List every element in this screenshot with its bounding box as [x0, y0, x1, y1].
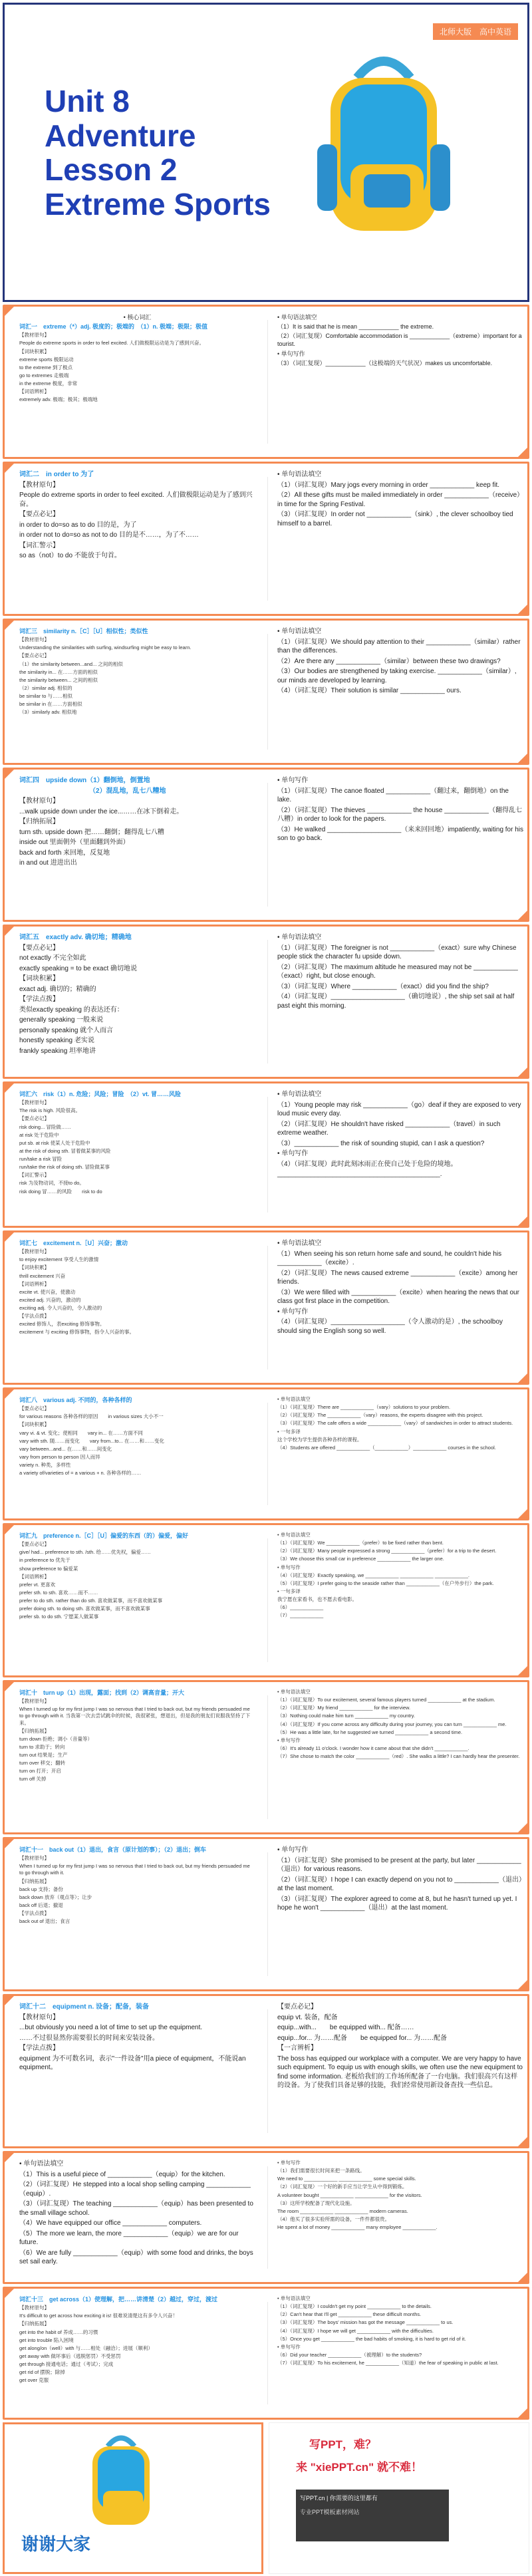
note: 【学法点拨】	[19, 996, 59, 1003]
exercise: （3）Nothing could make him turn ____________ my country.	[277, 1713, 416, 1719]
note: （3）similarly adv. 相似地	[19, 709, 77, 716]
slide-5-left	[19, 776, 255, 913]
note: 【词汇警示】	[19, 1172, 49, 1179]
note: 【要点必记】	[19, 1405, 49, 1412]
title-line: Lesson 2	[45, 152, 178, 188]
note: show preference to 偏爱某	[19, 1565, 78, 1572]
exercise-heading: • 单句写作	[277, 1150, 309, 1157]
exercise: （5）（词汇复现）I prefer going to the seaside rather than ____________（在户外步行）the park.	[277, 1580, 494, 1586]
slide-7	[3, 1081, 529, 1228]
note: in preference to 优先于	[19, 1557, 70, 1564]
exercise: （3）（词汇复现）The cafe offers a wide ____________（vary）of sandwiches in order to attract students.	[277, 1420, 513, 1427]
slide-15-left	[19, 2295, 255, 2411]
note: 【归纳拓展】	[19, 818, 59, 825]
slide-8	[3, 1230, 529, 1385]
slide-5-right	[277, 776, 523, 913]
note: thrill excitement 兴奋	[19, 1272, 66, 1279]
exercise-heading: • 单句语法填空	[277, 1689, 311, 1695]
exercise: （4）（词汇复现）If you come across any difficulty during your journey, you can turn ____________ me.	[277, 1721, 507, 1727]
note: equipment 为不可数名词，表示"一件设备"用a piece of equipment，不能说an equipment。	[19, 2055, 246, 2071]
note: exciting adj. 令人兴奋的，令人激动的	[19, 1305, 102, 1312]
vocab-title: 词汇六 risk（1）n. 危险；风险；冒险 （2）vt. 冒……风险	[19, 1091, 182, 1097]
exercise: He spent a lot of money ____________ many employee ____________.	[277, 2224, 438, 2230]
slide-6-right	[277, 933, 523, 1070]
exercise-heading: • 单句语法填空	[277, 628, 322, 635]
slide-6-left	[19, 933, 255, 1070]
slide-3-left	[19, 470, 255, 607]
exercise: （1）（词汇复现）I couldn't get my point ____________ to the details.	[277, 2303, 432, 2310]
slide-end-thanks	[3, 2422, 263, 2574]
note: so as（not）to do 不能放于句首。	[19, 552, 121, 559]
exercise: （3）____________ the risk of sounding stupid, can I ask a question?	[277, 1139, 485, 1147]
note: 【教材原句】	[19, 797, 59, 805]
exercise-heading: • 单句语法填空	[277, 314, 317, 321]
vocab-title: 词汇十一 back out（1）退出，食言（原计划的事）；（2）退出；倒车	[19, 1846, 207, 1853]
slide-3-right	[277, 470, 523, 607]
exercise: （2）（词汇复现）The ____________（vary）reasons, the experts disagree with this project.	[277, 1412, 483, 1419]
note: exactly speaking = to be exact 确切地说	[19, 964, 138, 972]
exercise: （2）（词汇复现）The news caused extreme ____________（excite）among her friends.	[277, 1269, 518, 1286]
vocab-title: 词汇十三 get across（1）使理解，把……讲清楚（2）越过，穿过，渡过	[19, 2296, 218, 2303]
note: ...but obviously you need a lot of time to set up the equipment.	[19, 2024, 203, 2031]
note: Understanding the similarities with surfing, windsurfing might be easy to learn.	[19, 644, 192, 651]
note: 【要点必记】	[19, 652, 49, 659]
note: excitement 与 exciting 修饰事物，指令人兴奋的事。	[19, 1329, 134, 1336]
exercise: We need to ____________ ____________ some special skills.	[277, 2176, 416, 2182]
exercise: （2）（词汇复现）The maximum altitude he measured may not be ____________（exact）right, but close enough.	[277, 963, 518, 980]
ad-title: 写PPT，难？	[309, 2438, 377, 2451]
note: 【教材原句】	[19, 2305, 49, 2311]
note-heading: 【要点必记】	[277, 2003, 317, 2011]
exercise: （3）（词汇复现）In order not ____________（sink）, the clever schoolboy tied himself to a barrel.	[277, 511, 513, 527]
note: 【词块积累】	[19, 1421, 49, 1428]
note: extreme sports 极限运动	[19, 356, 74, 362]
slide-8-left	[19, 1239, 255, 1376]
note: a variety of/varieties of = a various + n. 各种各样的……	[19, 1470, 142, 1477]
note: When I turned up for my first jump I was so nervous that I tried to back out, but my friends persuaded me to go through with it.	[19, 1863, 250, 1876]
note: 【教材原句】	[19, 1855, 49, 1862]
exercise: （7）She chose to match the color ____________（red）. She walks a little? I can hardly hear the presenter.	[277, 1753, 520, 1759]
note: 【词汇警示】	[19, 541, 59, 549]
vocab-title: 词汇二 in order to 为了	[19, 471, 94, 478]
note: get rid of 摆脱；除掉	[19, 2369, 65, 2376]
slide-4-left	[19, 627, 255, 756]
exercise: （3）We were filled with ____________（excite）when hearing the news that our class got first place in the competition.	[277, 1288, 519, 1305]
ad-box-line: 写PPT.cn | 你需要的这里都有	[300, 2495, 378, 2502]
vocab-title: 词汇七 excitement n.［U］兴奋；激动	[19, 1240, 128, 1246]
slide-8-right	[277, 1239, 523, 1376]
exercise-heading: • 单句语法填空	[277, 1091, 322, 1098]
exercise-heading: • 单句写作	[277, 1737, 301, 1743]
slide-7-right	[277, 1090, 523, 1219]
note: at risk 处于危险中	[19, 1131, 59, 1138]
note: 类似exactly speaking 的表达还有：	[19, 1006, 124, 1014]
thanks-text: 谢谢大家	[21, 2534, 91, 2554]
slide-15	[3, 2287, 529, 2420]
exercise-heading: • 单句语法填空	[277, 934, 322, 941]
exercise: （1）（词汇复现）The foreigner is not ____________（exact）sure why Chinese people stick the character fu upside down.	[277, 944, 517, 960]
exercise: （2）（词汇复现）He shouldn't have risked ____________（travel）in such extreme weather.	[277, 1120, 501, 1137]
note: turn on 打开；开启	[19, 1768, 61, 1775]
ad-sub-suffix: 就不难！	[376, 2461, 422, 2474]
exercise-heading: • 单句语法填空	[277, 1532, 311, 1538]
note: 【词语辨析】	[19, 388, 49, 395]
note: in and out 进进出出	[19, 859, 77, 867]
note: excited 修饰人，表exciting 修饰事物。	[19, 1321, 105, 1328]
note: turn over 移交；翻转	[19, 1760, 66, 1767]
note: 【教材原句】	[19, 481, 59, 489]
exercise-heading: • 单句语法填空	[277, 471, 322, 478]
exercise-heading: • 单句写作	[277, 350, 305, 357]
note: 【归纳拓展】	[19, 1727, 49, 1734]
slide-9	[3, 1387, 529, 1520]
note: 【要点必记】	[19, 511, 59, 518]
exercise: A volunteer bought ____________ ____________ for the visitors.	[277, 2192, 422, 2198]
note: 【词块积累】	[19, 1264, 49, 1271]
title-line: Adventure	[45, 118, 196, 153]
note: turn sth. upside down 把……翻倒；翻得乱七八糟	[19, 828, 164, 836]
exercise: （4）（词汇复现）I hope we will get ____________ with the difficulties.	[277, 2327, 434, 2334]
title-line: Unit 8	[45, 84, 130, 118]
vocab-title: 词汇四 upside down（1）翻倒地，倒置地	[19, 777, 150, 784]
vocab-title: 词汇十 turn up（1）出现，露面；找到（2）调高音量；开大	[19, 1689, 185, 1696]
exercise: （2）（词汇复现）The thieves ____________ the house ____________（翻得乱七八糟）in order to look for the papers.	[277, 806, 522, 823]
note: 【词块积累】	[19, 975, 59, 982]
note: in the extreme 极度，非常	[19, 380, 78, 387]
exercise-heading: • 单句写作	[277, 2343, 301, 2350]
exercise: （4）（词汇复现）Exactly speaking, we ____________ ____________ ____________.	[277, 1572, 469, 1578]
exercise: （3）We choose this small car in preference ____________ the larger one.	[277, 1556, 444, 1562]
note: give/ had... preference to sth. /sth. 给……优先权，偏爱……	[19, 1549, 151, 1556]
note: 【词块积累】	[19, 348, 49, 355]
exercise: （2）Are there any ____________（similar）between these two drawings?	[277, 657, 501, 665]
slide-2	[3, 305, 529, 459]
note: not exactly 不完全如此	[19, 954, 86, 962]
note: run/take a risk 冒险	[19, 1156, 63, 1163]
exercise: （5）Once you get ____________ the bad habits of smoking, it is hard to get rid of it.	[277, 2335, 466, 2342]
note: go to extremes 走极端	[19, 372, 69, 378]
note: to the extreme 到了极点	[19, 364, 73, 370]
note: equip...with... be equipped with... 配备……	[277, 2024, 414, 2031]
heading: • 核心词汇	[123, 314, 152, 321]
ad-screenshot	[296, 2490, 449, 2541]
exercise: （6）Did your teacher ____________（被理解）to the students?	[277, 2351, 422, 2358]
exercise: （2）All these gifts must be mailed immediately in order ____________（receive）in time for the Spring Festival.	[277, 492, 521, 508]
note: ...walk upside down under the ice...……在冰下倒着走。	[19, 807, 184, 815]
exercise-heading: • 单句语法填空	[277, 1240, 322, 1247]
note: get into trouble 陷入困境	[19, 2337, 74, 2343]
note: It's difficult to get across how exciting it is! 很难说清楚这有多令人兴奋！	[19, 2313, 178, 2319]
exercise: （1）（词汇复现）To our excitement, several famous players turned ____________ at the stadium.	[277, 1697, 495, 1703]
note: The boss has equipped our workplace with a computer. We are very happy to have such equipment. To equip us with enough skills, we often use the new equipment to find some information. 老板给我们的工作场所配备了一台电脑。我们很高兴有这样的设备。为了使我们具备足够的技能，我们经常使用新设备查找一些信息。	[277, 2055, 523, 2089]
note: the similarity between... 之间的相似	[19, 676, 98, 683]
exercise: （4）他买了很多实验所需的设备，一件件都很贵。	[277, 2216, 390, 2222]
exercise: （1）When seeing his son return home safe and sound, he couldn't hide his ____________（excite）.	[277, 1250, 502, 1266]
note: back out of 退出；食言	[19, 1918, 70, 1925]
exercise-heading: • 单句写作	[277, 2160, 301, 2166]
slide-2-right	[277, 313, 523, 450]
note: equip vt. 装备，配备	[277, 2013, 338, 2021]
note: risk doing... 冒险做……	[19, 1123, 71, 1130]
note: prefer sth. to sth. 喜欢……而不……	[19, 1589, 98, 1596]
note-heading: 【一言辨析】	[277, 2045, 317, 2052]
note: at the risk of doing sth. 冒着做某事的风险	[19, 1147, 111, 1154]
note: prefer to do sth. rather than do sth. 喜欢做某事，而不喜欢做某事	[19, 1598, 163, 1604]
note: be similar in 在……方面相似	[19, 701, 82, 708]
note: 【归纳拓展】	[19, 2321, 49, 2327]
note: honestly speaking 老实说	[19, 1037, 94, 1044]
cover-title	[45, 84, 271, 221]
exercise: （2）（词汇复现）Comfortable accommodation is ____________（extreme）important for a tourist.	[277, 333, 522, 348]
backpack-illustration	[304, 45, 464, 244]
note: vary between...and... 在……和……间变化	[19, 1445, 112, 1452]
note: excited adj. 兴奋的，激动的	[19, 1296, 81, 1303]
note: 【教材原句】	[19, 332, 49, 339]
note: back and forth 来回地，反复地	[19, 849, 110, 857]
note: 【要点必记】	[19, 1541, 49, 1548]
exercise-heading: • 单句语法填空	[277, 1396, 311, 1402]
exercise: （2）（词汇复现）My friend ____________ for the interview.	[277, 1705, 411, 1711]
note: back down 放弃（观点等）；让步	[19, 1894, 92, 1900]
exercise: （2）Can't hear that I'll get ____________ these difficult months.	[277, 2311, 422, 2318]
exercise: （1）我们需要很长时间来把一条路线。	[277, 2168, 365, 2174]
note: back up 支持；备份	[19, 1886, 63, 1892]
note: turn off 关掉	[19, 1776, 47, 1783]
slide-15-right	[277, 2295, 523, 2411]
slide-11-left	[19, 1689, 255, 1826]
exercise: （2）（词汇复现）He stepped into a local shop selling camping ____________（equip）.	[19, 2181, 251, 2198]
note: the similarity in... 在……方面的相似	[19, 668, 98, 675]
exercise: （7）____________	[277, 1612, 324, 1619]
note: get away with 做坏事后（逃脱惩罚）不受惩罚	[19, 2353, 121, 2359]
note: 【要点必记】	[19, 1115, 49, 1122]
exercise: （4）（词汇复现）此时此刻冰雨正在使自己处于危险的境地。	[277, 1160, 458, 1168]
slide-9-left	[19, 1396, 255, 1512]
slide-12	[3, 1837, 529, 1991]
exercise: （3）（词汇复现）The boys' mission has got the message ____________ to us.	[277, 2319, 454, 2326]
slide-13	[3, 1994, 529, 2148]
exercise-heading: • 单句写作	[277, 1564, 301, 1570]
note: turn down 拒绝；调小（音量等）	[19, 1735, 93, 1742]
note: prefer vt. 更喜欢	[19, 1581, 56, 1588]
note: exact adj. 确切的；精确的	[19, 985, 96, 993]
note: turn to 求助于；转向	[19, 1743, 65, 1750]
note: When I turned up for my first jump I was so nervous that I tried to back out, but my friends persuaded me to go through with it. 当我第一次去尝试跳伞的时候，我很紧张，想退出，但是我的朋友们说服我坚持了下来。	[19, 1706, 251, 1726]
note: extremely adv. 极端；极其；极端地	[19, 396, 98, 403]
exercise: （3）（词汇复现）The explorer agreed to come at 8, but he hasn't turned up yet. I hope he won't ____________（退出）at the last moment.	[277, 1895, 517, 1912]
slide-3	[3, 462, 529, 616]
note: The risk is high. 风险很高。	[19, 1107, 81, 1114]
exercise: （4）Students are offered ____________（____________）____________ courses in the school.	[277, 1444, 496, 1451]
exercise: （1）This is a useful piece of ____________（equip）for the kitchen.	[19, 2170, 225, 2178]
exercise-heading: • 一句多译	[277, 1428, 301, 1435]
slide-end-ad	[269, 2422, 529, 2574]
note: People do extreme sports in order to feel excited. 人们做极限运动是为了感到兴奋。	[19, 492, 253, 508]
note: for various reasons 各种各样的原因 in various sizes 大小不一	[19, 1413, 164, 1420]
slide-10-left	[19, 1532, 255, 1669]
ad-box-line: 专业PPT模板素材网站	[300, 2509, 360, 2515]
slide-11-right	[277, 1689, 523, 1826]
note: ……不过很显然你需要很长的时间来安装设备。	[19, 2034, 159, 2042]
title-line: Extreme Sports	[45, 186, 271, 221]
note: 【词语辨析】	[19, 1573, 49, 1580]
note: vary from person to person 因人而异	[19, 1453, 100, 1460]
vocab-title: 词汇九 preference n.［C］［U］偏爱的东西（的）偏爱，偏好	[19, 1532, 189, 1539]
exercise-heading: • 单句写作	[277, 777, 309, 784]
exercise: （6）We are fully ____________（equip）with some food and drinks, the boys set sail early.	[19, 2249, 253, 2265]
note: 【学法点拨】	[19, 2045, 59, 2052]
vocab-title: 词汇三 similarity n.［C］［U］相似性；类似性	[19, 628, 148, 635]
ad-url-link[interactable]: "xiePPT.cn"	[310, 2461, 374, 2474]
note: 【要点必记】	[19, 944, 59, 952]
exercise: （1）（词汇复现）Mary jogs every morning in order ____________ keep fit.	[277, 481, 500, 489]
ad-subtitle	[296, 2458, 422, 2474]
note: get over 克服	[19, 2377, 49, 2384]
exercise: （2）（词汇复现）I hope I can exactly depend on you not to ____________（退出）at the last moment.	[277, 1876, 522, 1892]
exercise: （1）（词汇复现）There are ____________（vary）solutions to your problem.	[277, 1404, 451, 1411]
slide-14-right	[277, 2160, 523, 2275]
slide-5	[3, 768, 529, 922]
note: frankly speaking 坦率地讲	[19, 1047, 96, 1055]
exercise: 这个学校为学生提供各种各样的课程。	[277, 1436, 362, 1443]
slide-11	[3, 1680, 529, 1834]
exercise: （6）It's already 11 o'clock. I wonder how it came about that she didn't ____________.	[277, 1745, 469, 1751]
exercise: The room ____________ ____________ modern cameras.	[277, 2208, 408, 2214]
exercise: （3）这所学校配备了现代化设施。	[277, 2200, 355, 2206]
note: prefer sb. to do sth. 宁愿某人做某事	[19, 1614, 99, 1620]
exercise: （4）（词汇复现）Their solution is similar ____________ ours.	[277, 687, 462, 694]
vocab-title: 词汇八 various adj. 不同的，各种各样的	[19, 1397, 132, 1403]
slide-7-left	[19, 1090, 255, 1219]
slide-14-left	[19, 2160, 255, 2275]
note: prefer doing sth. to doing sth. 喜欢做某事，而不喜欢做某事	[19, 1606, 150, 1612]
note: risk 为及物动词，不接to do。	[19, 1180, 84, 1187]
slide-13-right	[277, 2003, 523, 2140]
exercise: （3）Our bodies are strengthened by taking exercise. ____________（similar）, our minds are developed by learning.	[277, 668, 517, 684]
note: （2）similar adj. 相似的	[19, 684, 72, 691]
exercise: （1）（词汇复现）We ____________（prefer）to be fixed rather than bent.	[277, 1540, 444, 1546]
slide-13-left	[19, 2003, 255, 2140]
exercise: （5）The more we learn, the more ____________（equip）we are for our future.	[19, 2229, 239, 2246]
exercise: （4）We have equipped our office ____________ computers.	[19, 2219, 202, 2227]
slide-4	[3, 619, 529, 765]
exercise-heading: • 单句写作	[277, 1846, 309, 1854]
slide-14	[3, 2151, 529, 2284]
note: 【教材原句】	[19, 1248, 49, 1255]
exercise: （1）（词汇复现）We should pay attention to their ____________（similar）rather than the differences.	[277, 638, 521, 654]
note: get into the habit of 养成……的习惯	[19, 2329, 98, 2335]
note: 【教材原句】	[19, 1698, 49, 1705]
note: （1）the similarity between...and... 之间的相似	[19, 660, 123, 667]
note: to enjoy excitement 享受人生的激情	[19, 1256, 99, 1263]
exercise: （1）It is said that he is mean ____________ the extreme.	[277, 323, 434, 331]
exercise: （3）（词汇复现）The teaching ____________（equip）has been presented to the small village school.	[19, 2200, 253, 2217]
note: People do extreme sports in order to feel excited. 人们做极限运动是为了感到兴奋。	[19, 340, 205, 347]
exercise: （5）He was a little late, for he suggested we turned ____________ a second time.	[277, 1729, 463, 1735]
exercise: （6）____________	[277, 1604, 324, 1611]
note: 【学法点拨】	[19, 1910, 49, 1917]
ad-sub-prefix: 来	[296, 2461, 307, 2474]
note: get through 接通电话；通过（考试）；完成	[19, 2361, 114, 2368]
note: inside out 里面朝外（里面翻到外面）	[19, 839, 130, 846]
exercise: （3）（词汇复现）Where ____________（exact）did you find the ship?	[277, 982, 489, 990]
note: in order to do=so as to do 目的是，为了	[19, 521, 137, 529]
note: 【学法点拨】	[19, 1313, 49, 1320]
exercise: （4）（词汇复现）____________________（令人激动的是）, the schoolboy should sing the English song so well.	[277, 1318, 503, 1335]
note: 【归纳拓展】	[19, 1878, 49, 1884]
note: put sb. at risk 使某人处于危险中	[19, 1139, 90, 1146]
exercise-heading: • 单句语法填空	[277, 2295, 311, 2301]
slide-6	[3, 925, 529, 1079]
exercise: （3）（词汇复现）____________（这极端的天气状况）makes us uncomfortable.	[277, 359, 493, 366]
note: risk doing 冒……的风险 risk to do	[19, 1188, 102, 1195]
vocab-title: 词汇一 extreme（*）adj. 极度的；极端的 （1）n. 极端；极限；极值	[19, 323, 208, 331]
slide-9-right	[277, 1396, 523, 1512]
backpack-illustration	[78, 2430, 164, 2529]
vocab-title: 词汇五 exactly adv. 确切地；精确地	[19, 934, 132, 941]
note: generally speaking 一般来说	[19, 1016, 104, 1024]
slide-12-right	[277, 1846, 523, 1983]
note: 【词语辨析】	[19, 1280, 49, 1287]
note: be similar to 与……相似	[19, 693, 73, 700]
exercise: （7）（词汇复现）To his excitement, he ____________（知道）the fear of speaking in public at last.	[277, 2360, 499, 2366]
exercise: （3）He walked ____________________（来来回回地）impatiently, waiting for his son to go back.	[277, 825, 524, 842]
exercise-heading: • 单句写作	[277, 1308, 309, 1316]
note: turn out 结果是；生产	[19, 1752, 68, 1759]
answer-line: ____________________________________________.	[277, 1171, 442, 1178]
brand-tag: 北师大版 高中英语	[433, 23, 518, 40]
slide-10	[3, 1523, 529, 1677]
vocab-title: 词汇十二 equipment n. 设备；配备，装备	[19, 2003, 149, 2011]
note: in order not to do=so as not to do 目的是不……，为了不……	[19, 531, 199, 539]
exercise-heading: • 单句语法填空	[19, 2160, 64, 2168]
note: vary vi. & vt. 变化；使相同 vary in... 在……方面不同	[19, 1429, 143, 1436]
exercise: 我宁愿在家看书，也不愿去看电影。	[277, 1596, 357, 1602]
slide-4-right	[277, 627, 523, 756]
note: back off 后退；撤退	[19, 1902, 63, 1908]
exercise: （2）（词汇复现）Many people expressed a strong ____________（prefer）for a trip to the desert.	[277, 1548, 497, 1554]
note: run/take the risk of doing sth. 冒险做某事	[19, 1164, 110, 1171]
note: 【教材原句】	[19, 2013, 59, 2021]
note: excite vt. 使兴奋，使激动	[19, 1288, 76, 1295]
note: 【教材原句】	[19, 1099, 49, 1106]
exercise: （1）（词汇复现）The canoe floated ____________（翻过来，翻倒地）on the lake.	[277, 787, 509, 803]
note: 【教材原句】	[19, 637, 49, 643]
note: equip...for... 为……配备 be equipped for... 为……配备	[277, 2034, 448, 2042]
slide-2-left	[19, 313, 255, 450]
note: variety n. 种类，多样性	[19, 1462, 71, 1469]
note: personally speaking 就个人而言	[19, 1026, 114, 1034]
exercise: （2）（词汇复现）一个好的新手应当让学生从中得到锻炼。	[277, 2184, 408, 2190]
exercise-heading: • 一句多译	[277, 1588, 301, 1594]
exercise: （4）（词汇复现）____________________（确切地说）, the ship set sail at half past eight this morning.	[277, 993, 515, 1010]
vocab-title: （2）混乱地，乱七八糟地	[19, 787, 166, 795]
exercise: （1）Young people may risk ____________（go）deaf if they are exposed to very loud music every day.	[277, 1101, 521, 1117]
slide-cover	[3, 3, 529, 302]
note: vary with sth. 随……而变化 vary from...to... 在……和……变化	[19, 1437, 164, 1444]
slide-12-left	[19, 1846, 255, 1983]
exercise: （1）（词汇复现）She promised to be present at the party, but later ____________（退出）for various reasons.	[277, 1856, 521, 1873]
note: get along/on（well）with 与……相处（融洽）；进展（顺利）	[19, 2345, 153, 2351]
slide-10-right	[277, 1532, 523, 1669]
